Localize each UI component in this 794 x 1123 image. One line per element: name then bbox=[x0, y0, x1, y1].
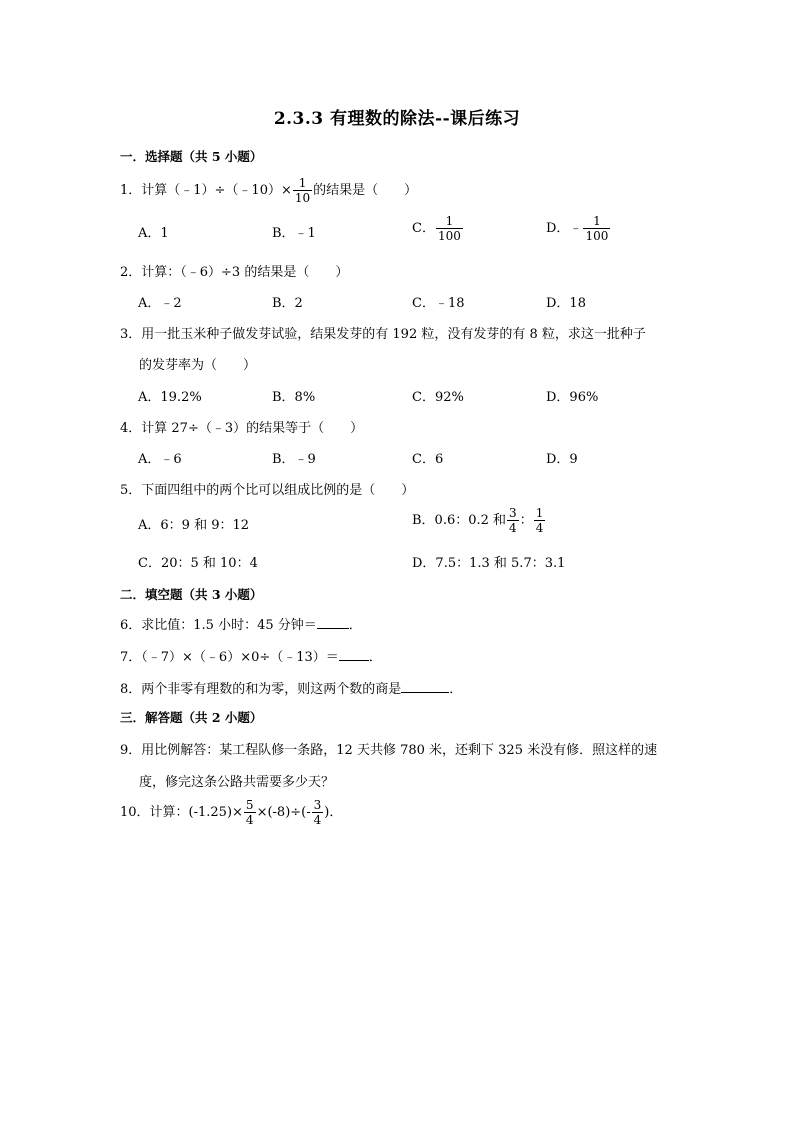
question-10 bbox=[120, 798, 342, 827]
q5-option-b-prefix: B．0.6：0.2 和 bbox=[412, 513, 507, 528]
q3-option-a: A．19.2% bbox=[138, 390, 202, 405]
question-9-line-2: 度，修完这条公路共需要多少天？ bbox=[139, 775, 335, 790]
question-3-line-1: 3．用一批玉米种子做发芽试验，结果发芽的有 192 粒，没有发芽的有 8 粒，求这一批种子 bbox=[120, 327, 646, 342]
q5-option-b-separator: ： bbox=[519, 513, 533, 528]
fraction-denominator: 10 bbox=[294, 191, 311, 205]
q4-option-d: D．9 bbox=[546, 452, 578, 467]
q4-option-b: B．﹣9 bbox=[272, 452, 316, 467]
fraction-denominator: 4 bbox=[245, 813, 254, 827]
question-6 bbox=[120, 614, 362, 633]
question-5: 5．下面四组中的两个比可以组成比例的是（ ） bbox=[120, 483, 415, 498]
q1-option-b: B．﹣1 bbox=[272, 226, 316, 241]
q1-option-a: A．1 bbox=[138, 226, 169, 241]
question-1-suffix: 的结果是（ ） bbox=[313, 183, 418, 198]
q5-option-b-fraction-1 bbox=[507, 506, 519, 535]
section-heading-solve: 三．解答题（共 2 小题） bbox=[120, 710, 263, 725]
fraction-numerator: 3 bbox=[313, 798, 322, 812]
question-8-text: 8．两个非零有理数的和为零，则这两个数的商是 bbox=[120, 682, 402, 697]
question-1-prefix: 1．计算（﹣1）÷（﹣10）× bbox=[120, 183, 292, 198]
q2-option-d: D．18 bbox=[546, 296, 586, 311]
q3-option-b: B．8% bbox=[272, 390, 316, 405]
fraction-denominator: 4 bbox=[313, 813, 322, 827]
q1-option-d-fraction bbox=[583, 214, 610, 243]
q5-option-b-fraction-2 bbox=[534, 506, 546, 535]
q2-option-a: A．﹣2 bbox=[138, 296, 182, 311]
question-10-expr-part-3: )． bbox=[324, 805, 343, 820]
q3-option-c: C．92% bbox=[412, 390, 464, 405]
q1-option-c bbox=[412, 214, 464, 243]
q2-option-c: C．﹣18 bbox=[412, 296, 465, 311]
section-heading-fill-in: 二．填空题（共 3 小题） bbox=[120, 587, 263, 602]
q3-option-d: D．96% bbox=[546, 390, 599, 405]
q5-option-c: C．20：5 和 10：4 bbox=[138, 556, 258, 571]
fraction-denominator: 4 bbox=[509, 521, 517, 535]
q4-option-a: A．﹣6 bbox=[138, 452, 182, 467]
fraction-numerator: 1 bbox=[593, 214, 601, 228]
fraction-numerator: 1 bbox=[535, 506, 544, 520]
question-4: 4．计算 27÷（﹣3）的结果等于（ ） bbox=[120, 421, 364, 436]
question-3-line-2: 的发芽率为（ ） bbox=[139, 358, 257, 373]
q5-option-d: D．7.5：1.3 和 5.7：3.1 bbox=[412, 556, 566, 571]
answer-blank bbox=[339, 648, 369, 661]
question-1-fraction bbox=[293, 176, 312, 205]
q5-option-a: A．6：9 和 9：12 bbox=[138, 518, 250, 533]
answer-blank bbox=[317, 616, 349, 629]
question-10-fraction-2 bbox=[312, 798, 324, 827]
question-2: 2．计算：（﹣6）÷3 的结果是（ ） bbox=[120, 265, 349, 280]
question-10-expr-part-1: (-1.25)× bbox=[188, 805, 243, 820]
question-6-text: 6．求比值：1.5 小时：45 分钟＝ bbox=[120, 618, 317, 633]
question-7-text: 7．（﹣7）×（﹣6）×0÷（﹣13）＝ bbox=[120, 650, 339, 665]
fraction-denominator: 4 bbox=[535, 521, 544, 535]
fraction-numerator: 1 bbox=[445, 214, 454, 228]
fraction-numerator: 3 bbox=[509, 506, 517, 520]
answer-blank bbox=[401, 680, 449, 693]
question-10-fraction-1 bbox=[244, 798, 256, 827]
fraction-denominator: 100 bbox=[585, 229, 609, 243]
fraction-numerator: 5 bbox=[245, 798, 254, 812]
q1-option-d bbox=[546, 214, 611, 243]
question-7 bbox=[120, 646, 382, 665]
section-heading-choice: 一．选择题（共 5 小题） bbox=[120, 149, 263, 164]
question-8 bbox=[120, 678, 462, 697]
page-title: 2.3.3 有理数的除法--课后练习 bbox=[273, 109, 521, 129]
question-9-line-1: 9．用比例解答：某工程队修一条路，12 天共修 780 米，还剩下 325 米没有修．照这样的速 bbox=[120, 743, 658, 758]
question-10-expr-part-2: ×(-8)÷(- bbox=[256, 805, 311, 820]
fraction-denominator: 100 bbox=[437, 229, 461, 243]
q1-option-c-fraction bbox=[436, 214, 463, 243]
q4-option-c: C．6 bbox=[412, 452, 444, 467]
question-1 bbox=[120, 176, 417, 205]
fraction-numerator: 1 bbox=[298, 176, 307, 190]
q5-option-b bbox=[412, 506, 546, 535]
question-8-end: ． bbox=[449, 682, 463, 697]
question-7-end: ． bbox=[368, 650, 382, 665]
q1-option-c-label: C． bbox=[412, 221, 435, 236]
question-10-prefix: 10．计算： bbox=[120, 805, 189, 820]
question-6-end: ． bbox=[348, 618, 362, 633]
q2-option-b: B．2 bbox=[272, 296, 303, 311]
q1-option-d-label: D．﹣ bbox=[546, 221, 583, 236]
